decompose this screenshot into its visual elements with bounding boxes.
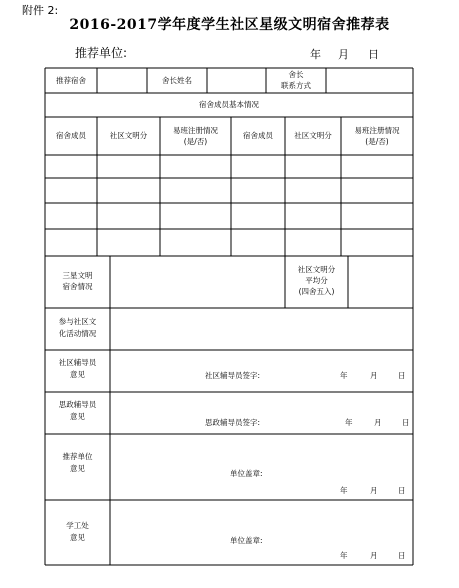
- counselor-day: 日: [398, 371, 406, 380]
- col-registration-header-line2: (是/否): [183, 137, 208, 146]
- recommend-opinion-line2: 意见: [70, 464, 85, 473]
- col-member-header-2: 宿舍成员: [243, 131, 273, 140]
- col-registration-header-line1: 易班注册情况: [173, 126, 218, 135]
- avg-score-label-line1: 社区文明分: [297, 265, 336, 274]
- col-member-header: 宿舍成员: [56, 131, 86, 140]
- college-month: 月: [374, 418, 382, 427]
- counselor-opinion-line2: 意见: [70, 370, 85, 379]
- activities-label-line1: 参与社区文: [58, 317, 97, 326]
- student-office-opinion-line1: 学工处: [66, 521, 89, 530]
- attachment-label: 附件 2:: [22, 4, 59, 17]
- page-title: 2016-2017学年度学生社区星级文明宿舍推荐表: [69, 17, 390, 33]
- col-civil-score-header: 社区文明分: [109, 131, 148, 140]
- student-office-day: 日: [398, 551, 406, 560]
- header-month-label: 月: [338, 48, 349, 61]
- leader-contact-label-line2: 联系方式: [281, 81, 311, 90]
- header-day-label: 日: [368, 48, 379, 61]
- college-sign-label: 思政辅导员签字:: [205, 418, 261, 427]
- student-office-year: 年: [340, 551, 348, 560]
- counselor-opinion-line1: 社区辅导员: [58, 358, 97, 367]
- college-opinion-line2: 意见: [70, 412, 85, 421]
- recommending-unit-label: 推荐单位:: [75, 46, 128, 60]
- leader-contact-label-line1: 舍长: [288, 70, 304, 79]
- leader-name-label: 舍长姓名: [162, 76, 192, 85]
- avg-score-label-line2: 平均分: [305, 276, 328, 285]
- three-star-label-line1: 三星文明: [62, 271, 93, 280]
- student-office-seal-label: 单位盖章:: [230, 536, 263, 545]
- col-registration-header-2-line2: (是/否): [365, 137, 389, 146]
- recommend-opinion-line1: 推荐单位: [62, 452, 93, 461]
- dorm-label: 推荐宿舍: [56, 76, 86, 85]
- counselor-month: 月: [370, 371, 378, 380]
- counselor-sign-label: 社区辅导员签字:: [205, 371, 261, 380]
- counselor-year: 年: [340, 371, 348, 380]
- avg-score-label-line3: (四舍五入): [298, 287, 335, 296]
- three-star-label-line2: 宿舍情况: [62, 282, 93, 291]
- activities-label-line2: 化活动情况: [58, 329, 97, 338]
- recommend-day: 日: [398, 486, 406, 495]
- student-office-month: 月: [370, 551, 378, 560]
- recommend-seal-label: 单位盖章:: [230, 469, 263, 478]
- college-year: 年: [345, 418, 353, 427]
- recommend-year: 年: [340, 486, 348, 495]
- header-year-label: 年: [310, 48, 321, 61]
- student-office-opinion-line2: 意见: [70, 533, 85, 542]
- col-registration-header-2-line1: 易班注册情况: [354, 126, 400, 135]
- recommend-month: 月: [370, 486, 378, 495]
- members-section-title: 宿舍成员基本情况: [199, 100, 259, 109]
- college-day: 日: [402, 418, 410, 427]
- college-opinion-line1: 思政辅导员: [58, 400, 97, 409]
- col-civil-score-header-2: 社区文明分: [294, 131, 332, 140]
